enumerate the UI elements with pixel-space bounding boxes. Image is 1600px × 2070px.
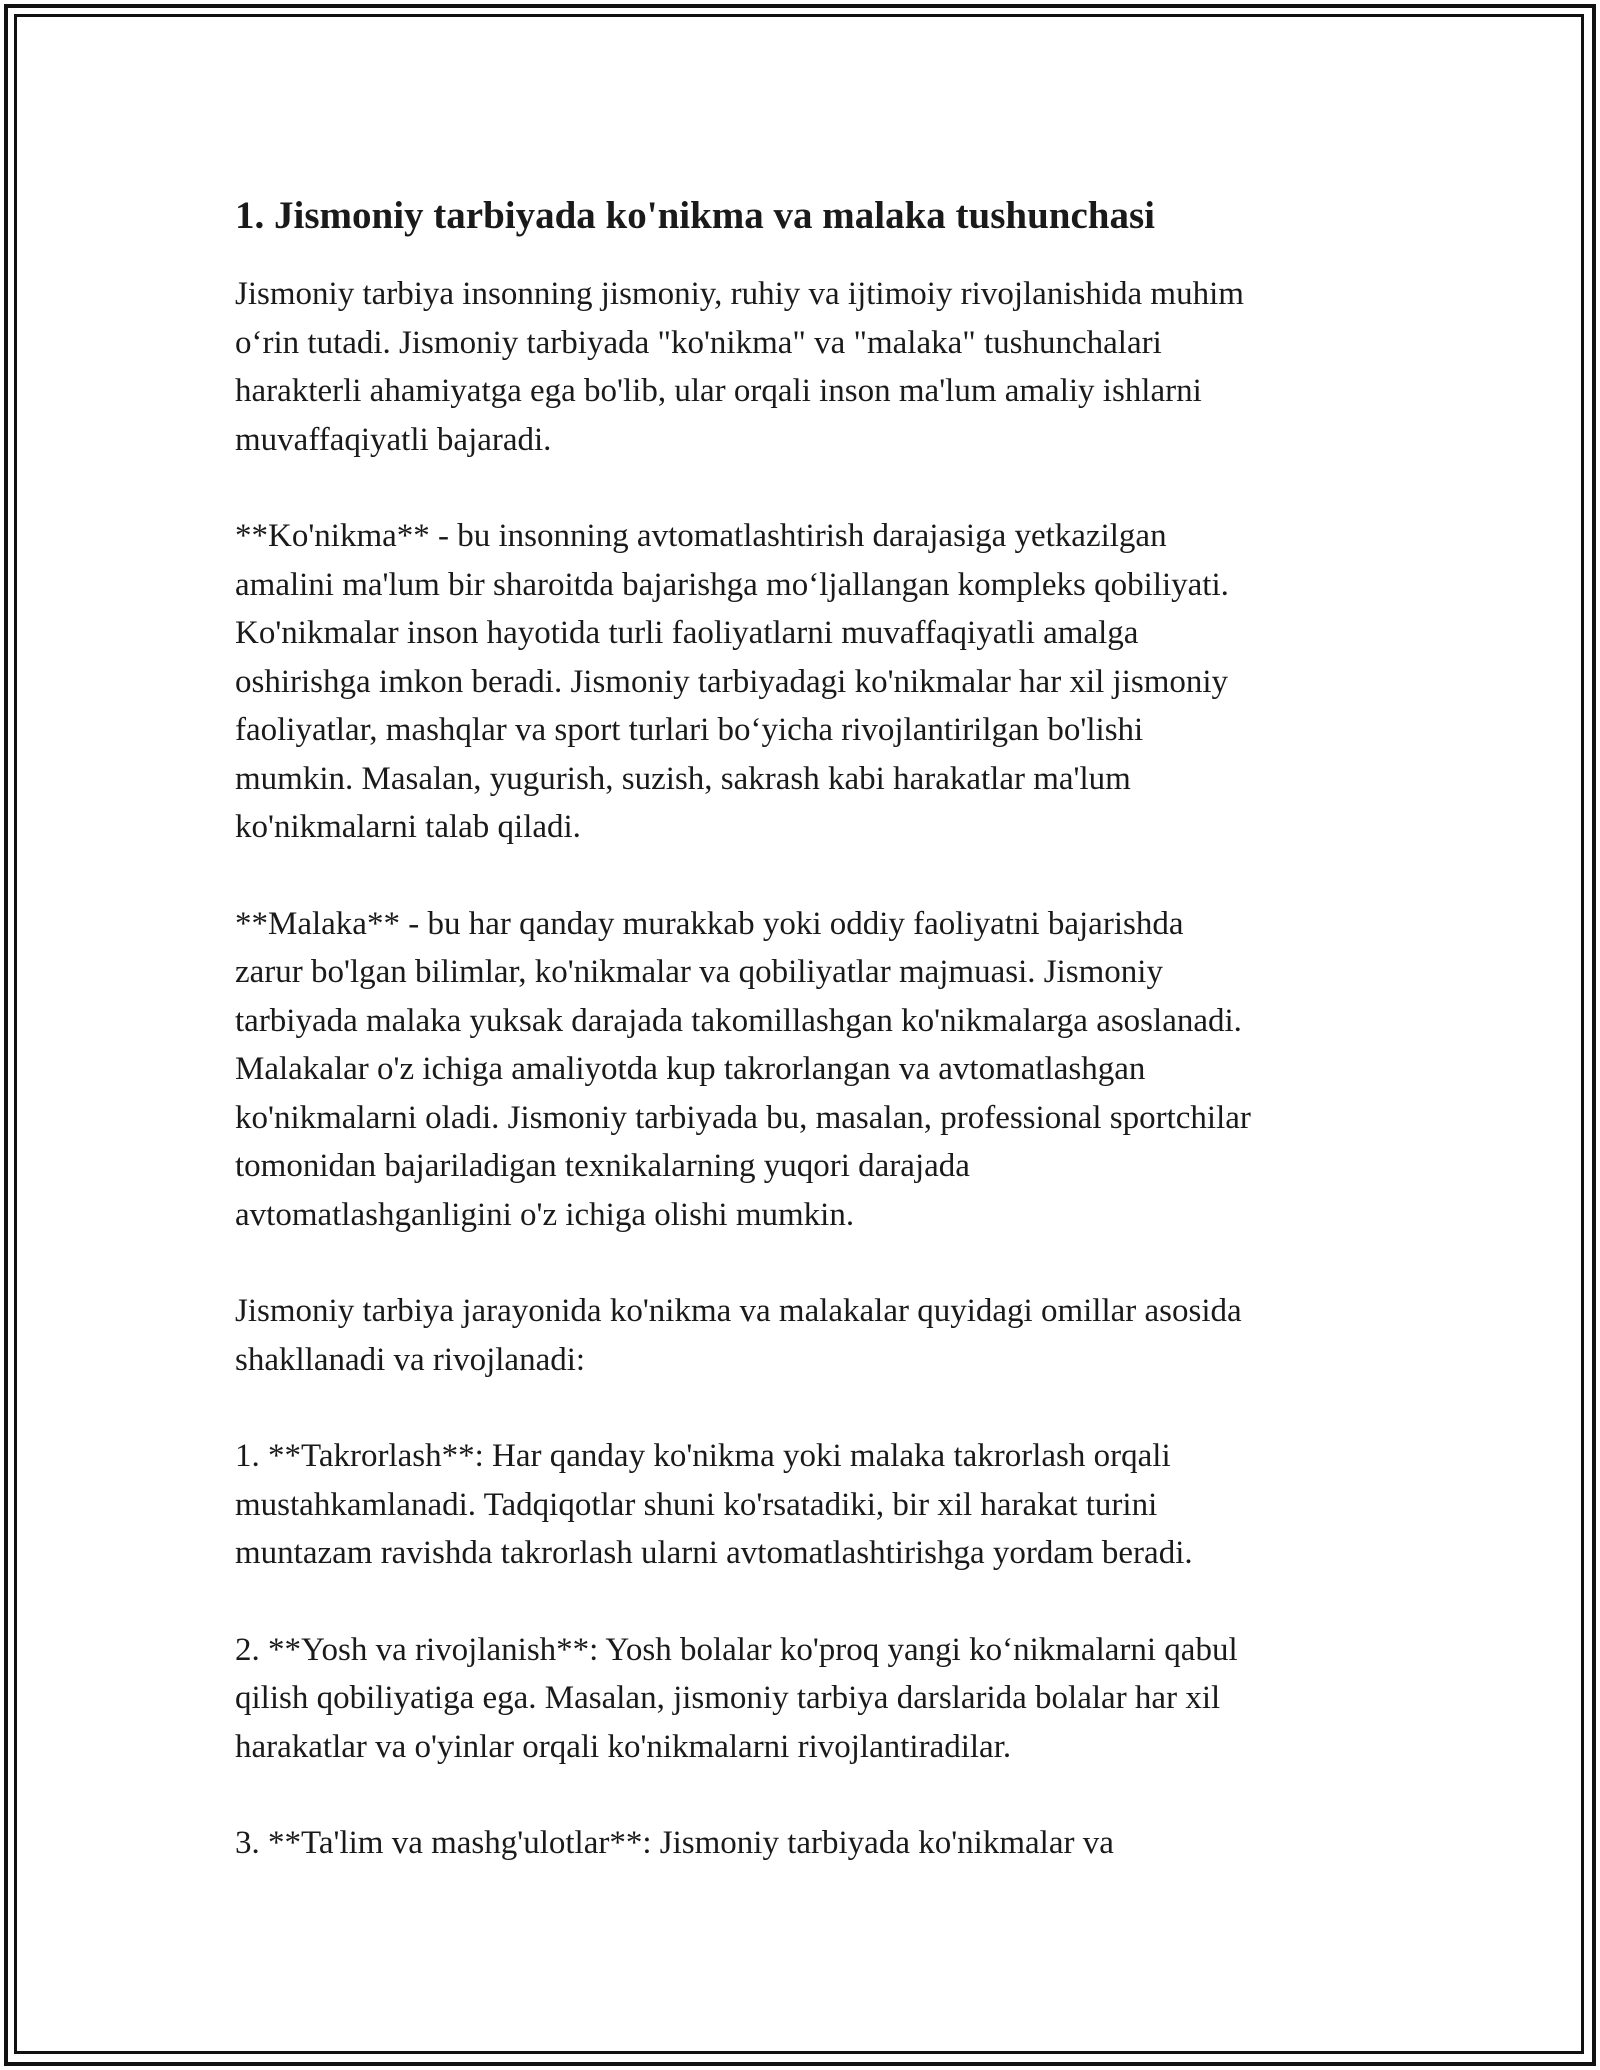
paragraph-intro: Jismoniy tarbiya insonning jismoniy, ruhiy va ijtimoiy rivojlanishida muhim o‘rin tutadi. Jismoniy tarbiyada "ko'nikma" va "malaka" tushunchalari harakterli ahamiyatga ega bo'lib, ular orqali inson ma'lum amaliy ishlarni muvaffaqiyatli bajaradi.: [235, 276, 1244, 458]
document-body: [235, 186, 1375, 1868]
list-item-takrorlash: 1. **Takrorlash**: Har qanday ko'nikma yoki malaka takrorlash orqali mustahkamlanadi. Tadqiqotlar shuni ko'rsatadiki, bir xil harakat turini muntazam ravishda takrorlash ularni avtomatlashtirishga yordam beradi.: [235, 1438, 1193, 1571]
list-item-yosh-rivojlanish: 2. **Yosh va rivojlanish**: Yosh bolalar ko'proq yangi ko‘nikmalarni qabul qilish qobiliyatiga ega. Masalan, jismoniy tarbiya darslarida bolalar har xil harakatlar va o'yinlar orqali ko'nikmalarni rivojlantiradilar.: [235, 1631, 1238, 1765]
paragraph-malaka: **Malaka** - bu har qanday murakkab yoki oddiy faoliyatni bajarishda zarur bo'lgan bilimlar, ko'nikmalar va qobiliyatlar majmuasi. Jismoniy tarbiyada malaka yuksak darajada takomillashgan ko'nikmalarga asoslanadi. Malakalar o'z ichiga amaliyotda kup takrorlangan va avtomatlashgan ko'nikmalarni oladi. Jismoniy tarbiyada bu, masalan, professional sportchilar tomonidan bajariladigan texnikalarning yuqori darajada avtomatlashganligini o'z ichiga olishi mumkin.: [235, 905, 1251, 1233]
paragraph-factors-intro: Jismoniy tarbiya jarayonida ko'nikma va malakalar quyidagi omillar asosida shakllanadi va rivojlanadi:: [235, 1293, 1242, 1378]
document-title: 1. Jismoniy tarbiyada ko'nikma va malaka tushunchasi: [235, 194, 1155, 237]
list-item-talim-mashgulotlar: 3. **Ta'lim va mashg'ulotlar**: Jismoniy tarbiyada ko'nikmalar va: [235, 1825, 1114, 1861]
paragraph-konikma: **Ko'nikma** - bu insonning avtomatlashtirish darajasiga yetkazilgan amalini ma'lum bir sharoitda bajarishga mo‘ljallangan kompleks qobiliyati. Ko'nikmalar inson hayotida turli faoliyatlarni muvaffaqiyatli amalga oshirishga imkon beradi. Jismoniy tarbiyadagi ko'nikmalar har xil jismoniy faoliyatlar, mashqlar va sport turlari bo‘yicha rivojlantirilgan bo'lishi mumkin. Masalan, yugurish, suzish, sakrash kabi harakatlar ma'lum ko'nikmalarni talab qiladi.: [235, 518, 1229, 845]
